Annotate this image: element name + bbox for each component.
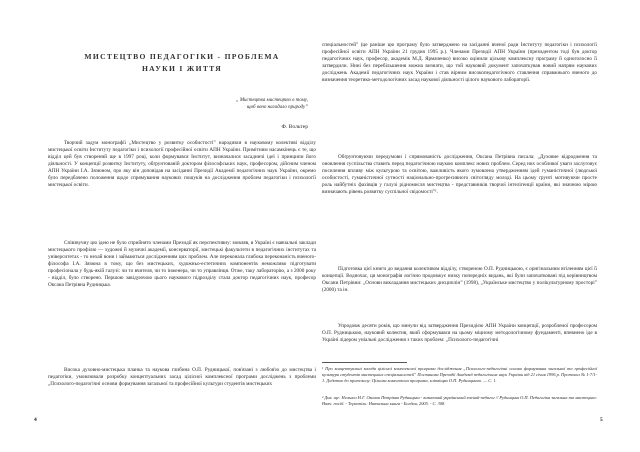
- left-paragraph-2: Співзвучну цю ідею не було сприйнято членами Президії як перспективну: мовляв, в Україні є навчальні заклади мистецького профілю — художні й музичні академії, консерваторії, мистецькі факультети в педагогічних інститутах та університетах - то нехай вони і займаються дослідженням цих проблем. Але переконала глибока переконаність вченого-філософа І.А. Зязюна в тому, що без мистецьких, художньо-естетичних компонентів неможливо підготувати професіонала у будь-якій галузі: чи то вчителя, чи то інженера, чи то управлінця. Отже, таку лабораторію, а з 2000 року - відділ, було створено. Першою завідуючою цього наукового підрозділу стала доктор педагогічних наук, професор Оксана Петрівна Рудницька.: [48, 240, 316, 288]
- right-paragraph-1: спеціальностей” (це раніше цю програму було затверджено на засіданні вченої ради Інституту педагогіки і психології професійної освіти АПН України 21 грудня 1995 р.). Членами Президії АПН України (президентом тоді був доктор педагогічних наук, професор, академік М.Д. Ярмаченко) високо оцінили цільову комплексну програму й одноголосно її затвердили. Нині без перебільшення можна визнати, що той науковий документ започаткував новий напрям наукових досліджень Академії педагогічних наук України і став вірним високопедагогічного ставлення справжнього вченого до визначення теоретико-методологічних засад наукової діяльності цілого наукового лабораторії.: [322, 42, 597, 83]
- epigraph-line1: „ Mистецтва мистецтво в тому,: [235, 98, 308, 103]
- page-number-right: 5: [600, 417, 603, 423]
- left-paragraph-3: Висока духовно-мистецька планка та наукова глибина О.П. Рудницької, пов'язані з любов'ю до мистецтва і педагогіки, умовлювали розробку концептуальних засад цілісної комплексної програми досліджень з проблеми „Психолого-педагогічні основи формування загальної та професійної культури студентів мистецьких: [48, 367, 316, 387]
- epigraph: [188, 97, 308, 111]
- epigraph-author: Ф. Вольтер: [281, 124, 308, 130]
- page-number-left: 4: [34, 417, 37, 423]
- chapter-title-line2: НАУКИ І ЖИТТЯ: [141, 64, 223, 73]
- footnote-2: ² Див. ще: Нельнол Н.Г. Оксана Петрівна Рудницька - визначний український вчений-педагог // Рудницька О.П. Педагогіка загальна та мистецька: Навч. посіб. - Тернопіль: Навчальна книга - Богдан, 2005. - С. 308.: [322, 395, 597, 406]
- left-paragraph-1: Творчий задум монографії „Мистецтво у розвитку особистості” народився в науковому колективі відділу мистецької освіти Інституту педагогіки і психології професійної освіти АПН України. Примітним насамкінець є те, що відділ цей був створений ще в 1997 році, коли формувався Інститут, визначалися засадничі ідеї і принципи його діяльності. У концепції розвитку Інституту, обґрунтованій доктором філософських наук, професором, дійсним членом АПН України І.А. Зязюном, про яку він доповідав на засіданні Президії Академії педагогічних наук України, окремо було передбачено положення щодо спрямування наукових пошуків на дослідження проблем педагогіки і психології мистецької освіти.: [48, 140, 316, 188]
- right-paragraph-3: Підготовка цієї книги до видання колективом відділу, створеною О.П. Рудницькою, є оригінальним втіленням цієї її концепції. Водночас, ця монографія логічно продовжує низку попередніх видань, які були започатковані під керівництвом Оксани Петрівни: „Основи викладання мистецьких дисциплін” (1998), „Українське мистецтво у полікультурному просторі” (2000) та ін.: [322, 266, 597, 293]
- chapter-title-line1: МИСТЕЦТВО ПЕДАГОГІКИ - ПРОБЛЕМА: [84, 52, 280, 61]
- epigraph-line2: щоб воно нагадало природу”: [246, 105, 308, 110]
- footnote-rule: [322, 362, 407, 363]
- footnote-1: ¹ Про концептуальні засади цілісної комплексної програми дослідження „Психолого-педагогічні основи формування загальної та професійної культури студентів мистецьких спеціальностей” Постанова Президії Академії педагогічних наук України від 21 січня 1996 р. Протокол № 1-7/1-1. Додаток до протоколу: Цільова комплексна програма, кліпвіщва О.П. Рудницькою. — С. 1.: [322, 366, 597, 383]
- right-paragraph-2: Обґрунтовуючи передумови і спрямованість дослідження, Оксана Петрівна писала: „Духовне відродження та оновлення суспільства ставить перед педагогічною наукою комплекс нових проблем. Серед них особливої уваги заслуговує посилення впливу між культурою та освітою, важливість якого зумовлена утвердженням ідей гуманістичної (людської особистості, гуманістичної сутності національно-прогресивного світогляду молоді. На цьому ґрунті мотивуючи просте роль найбутніх фахівців у галузі рідномисля мистецтва - представників творчої інтелігенції країни, які значною мірою визначають рівень розвитку суспільної свідомості”¹.: [322, 154, 597, 195]
- right-paragraph-4: Упродовж десяти років, що минули від затвердження Президією АПН України концепції, розробленої професором О.П. Рудницькою, науковий колектив, який сформувався на цьому міцному методологічному фундаменті, впевнено іде в Україні лідером уніальні дослідження з таких проблем: „Психолого-педагогічні: [322, 323, 597, 343]
